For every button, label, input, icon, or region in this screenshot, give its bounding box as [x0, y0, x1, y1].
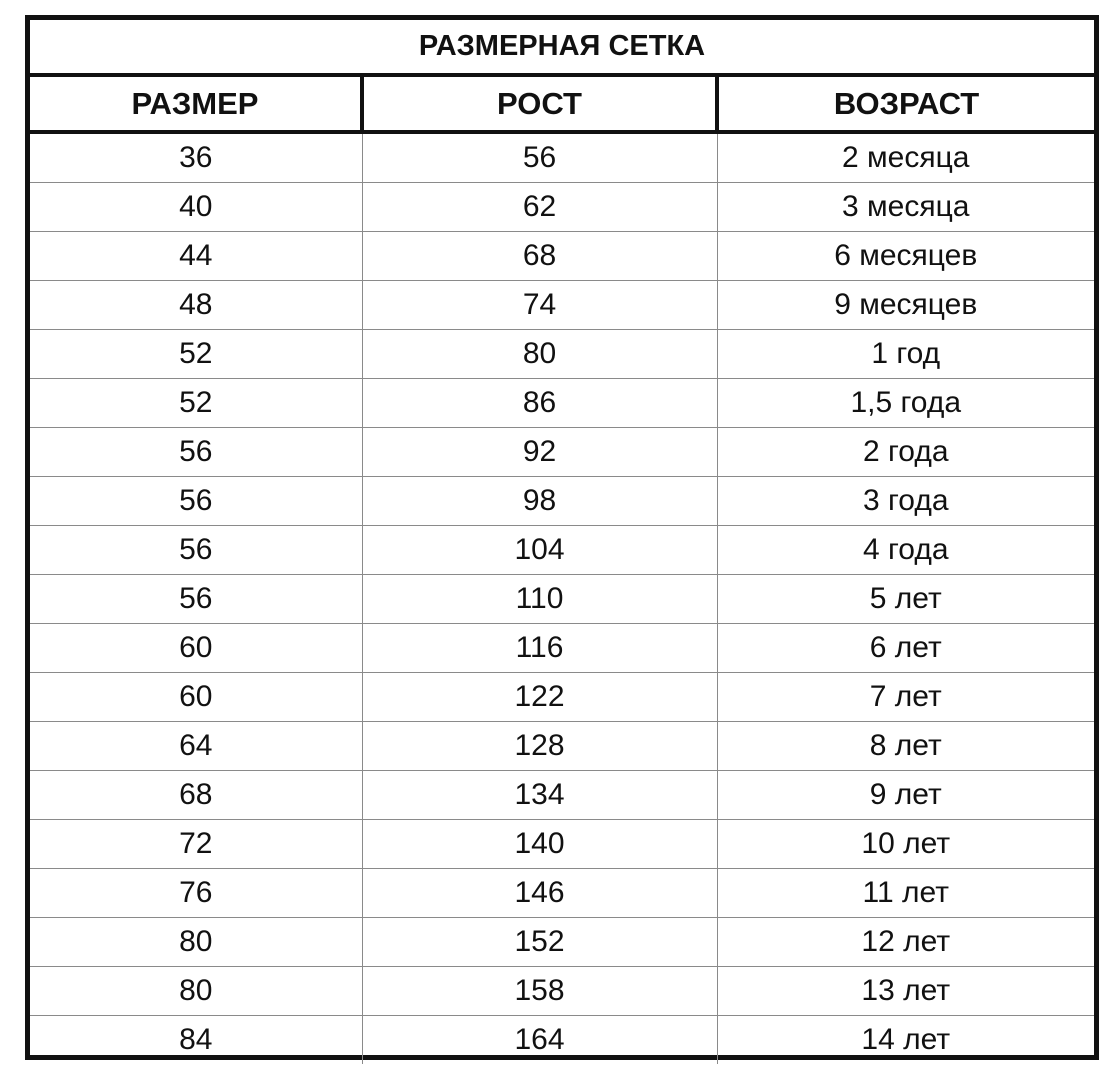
cell-size: 52 — [30, 330, 362, 379]
cell-size: 60 — [30, 673, 362, 722]
table-row — [30, 1016, 1094, 1065]
cell-age: 5 лет — [717, 575, 1094, 624]
cell-age: 10 лет — [717, 820, 1094, 869]
table-row — [30, 967, 1094, 1016]
table-row — [30, 526, 1094, 575]
cell-height: 74 — [362, 281, 717, 330]
cell-size: 64 — [30, 722, 362, 771]
cell-size: 52 — [30, 379, 362, 428]
cell-age: 9 месяцев — [717, 281, 1094, 330]
cell-height: 122 — [362, 673, 717, 722]
cell-age: 14 лет — [717, 1016, 1094, 1065]
cell-height: 134 — [362, 771, 717, 820]
cell-height: 80 — [362, 330, 717, 379]
cell-age: 6 лет — [717, 624, 1094, 673]
cell-size: 84 — [179, 1023, 213, 1056]
cell-age: 8 лет — [717, 722, 1094, 771]
table-body — [30, 132, 1094, 1064]
cell-size: 72 — [30, 820, 362, 869]
column-header-age: ВОЗРАСТ — [717, 75, 1094, 132]
cell-size: 36 — [30, 132, 362, 183]
cell-height: 92 — [362, 428, 717, 477]
cell-size: 68 — [30, 771, 362, 820]
table-row — [30, 379, 1094, 428]
table-row — [30, 722, 1094, 771]
cell-height: 62 — [362, 183, 717, 232]
cell-age: 7 лет — [717, 673, 1094, 722]
cell-age: 3 месяца — [717, 183, 1094, 232]
table-row — [30, 232, 1094, 281]
table-row — [30, 624, 1094, 673]
cell-size: 56 — [30, 477, 362, 526]
table-row — [30, 918, 1094, 967]
cell-height: 128 — [362, 722, 717, 771]
cell-height: 68 — [362, 232, 717, 281]
cell-height: 116 — [362, 624, 717, 673]
table-row — [30, 281, 1094, 330]
cell-age: 3 года — [717, 477, 1094, 526]
header-row — [30, 75, 1094, 132]
cell-size: 48 — [30, 281, 362, 330]
table-row — [30, 673, 1094, 722]
column-header-size: РАЗМЕР — [30, 75, 362, 132]
table-row — [30, 330, 1094, 379]
table-title: РАЗМЕРНАЯ СЕТКА — [30, 20, 1094, 75]
cell-size: 80 — [30, 918, 362, 967]
cell-size: 76 — [30, 869, 362, 918]
table-row — [30, 477, 1094, 526]
cell-height: 86 — [362, 379, 717, 428]
cell-size: 56 — [30, 575, 362, 624]
table-row — [30, 771, 1094, 820]
cell-height: 104 — [362, 526, 717, 575]
cell-age: 2 месяца — [717, 132, 1094, 183]
cell-age: 13 лет — [717, 967, 1094, 1016]
title-row — [30, 20, 1094, 75]
cell-size: 56 — [30, 526, 362, 575]
cell-size: 60 — [30, 624, 362, 673]
cell-height: 146 — [362, 869, 717, 918]
cell-age: 1,5 года — [717, 379, 1094, 428]
cell-height: 164 — [362, 1016, 717, 1065]
cell-height: 98 — [362, 477, 717, 526]
size-table — [30, 20, 1094, 1064]
cell-age: 6 месяцев — [717, 232, 1094, 281]
cell-age: 1 год — [717, 330, 1094, 379]
cell-height: 158 — [362, 967, 717, 1016]
column-header-height: РОСТ — [362, 75, 717, 132]
cell-height: 140 — [362, 820, 717, 869]
table-row — [30, 132, 1094, 183]
table-row — [30, 428, 1094, 477]
cell-height: 56 — [362, 132, 717, 183]
table-row — [30, 869, 1094, 918]
cell-age: 4 года — [717, 526, 1094, 575]
cell-age: 11 лет — [717, 869, 1094, 918]
size-chart — [25, 15, 1099, 1060]
cell-size: 44 — [30, 232, 362, 281]
table-row — [30, 183, 1094, 232]
cell-height: 110 — [362, 575, 717, 624]
cell-age: 9 лет — [717, 771, 1094, 820]
table-row — [30, 820, 1094, 869]
cell-size: 40 — [30, 183, 362, 232]
cell-size: 80 — [30, 967, 362, 1016]
cell-age: 2 года — [717, 428, 1094, 477]
cell-height: 152 — [362, 918, 717, 967]
table-row — [30, 575, 1094, 624]
cell-size: 56 — [30, 428, 362, 477]
cell-age: 12 лет — [717, 918, 1094, 967]
